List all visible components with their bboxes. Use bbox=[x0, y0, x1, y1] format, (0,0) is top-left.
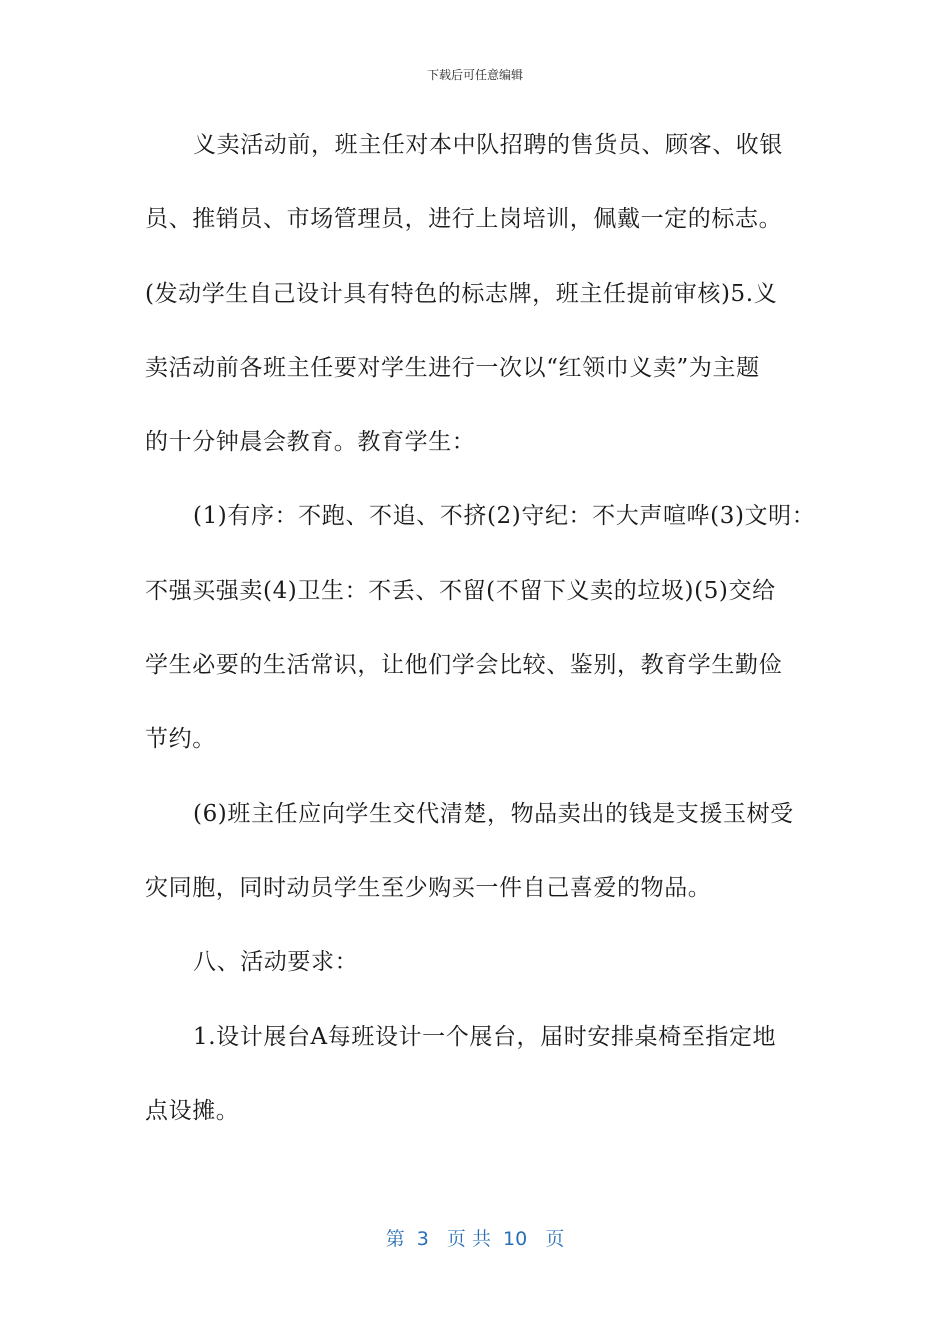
paragraph-line: 的十分钟晨会教育。教育学生： bbox=[145, 429, 476, 456]
paragraph-line: 节约。 bbox=[145, 726, 216, 753]
paragraph-line: (6)班主任应向学生交代清楚，物品卖出的钱是支援玉树受 bbox=[193, 800, 794, 827]
paragraph-line: 灾同胞，同时动员学生至少购买一件自己喜爱的物品。 bbox=[145, 874, 712, 901]
paragraph-line: 1.设计展台A每班设计一个展台，届时安排桌椅至指定地 bbox=[193, 1023, 777, 1050]
document-body bbox=[145, 108, 815, 1148]
page-header: 下载后可任意编辑 bbox=[426, 68, 523, 82]
paragraph-line: 员、推销员、市场管理员，进行上岗培训，佩戴一定的标志。 bbox=[145, 206, 783, 233]
paragraph-line: 点设摊。 bbox=[145, 1097, 240, 1124]
paragraph-line: 不强买强卖(4)卫生：不丢、不留(不留下义卖的垃圾)(5)交给 bbox=[145, 577, 776, 604]
paragraph-line: 义卖活动前，班主任对本中队招聘的售货员、顾客、收银 bbox=[193, 132, 783, 158]
paragraph-line: 学生必要的生活常识，让他们学会比较、鉴别，教育学生勤俭 bbox=[145, 652, 783, 679]
page-number-footer: 第 3 页 共 10 页 bbox=[385, 1228, 565, 1250]
section-heading: 八、活动要求： bbox=[193, 949, 359, 976]
paragraph-line: (1)有序：不跑、不追、不挤(2)守纪：不大声喧哗(3)文明： bbox=[193, 503, 816, 530]
paragraph-line: (发动学生自己设计具有特色的标志牌，班主任提前审核)5.义 bbox=[145, 280, 778, 307]
paragraph-line: 卖活动前各班主任要对学生进行一次以“红领巾义卖”为主题 bbox=[145, 354, 760, 381]
